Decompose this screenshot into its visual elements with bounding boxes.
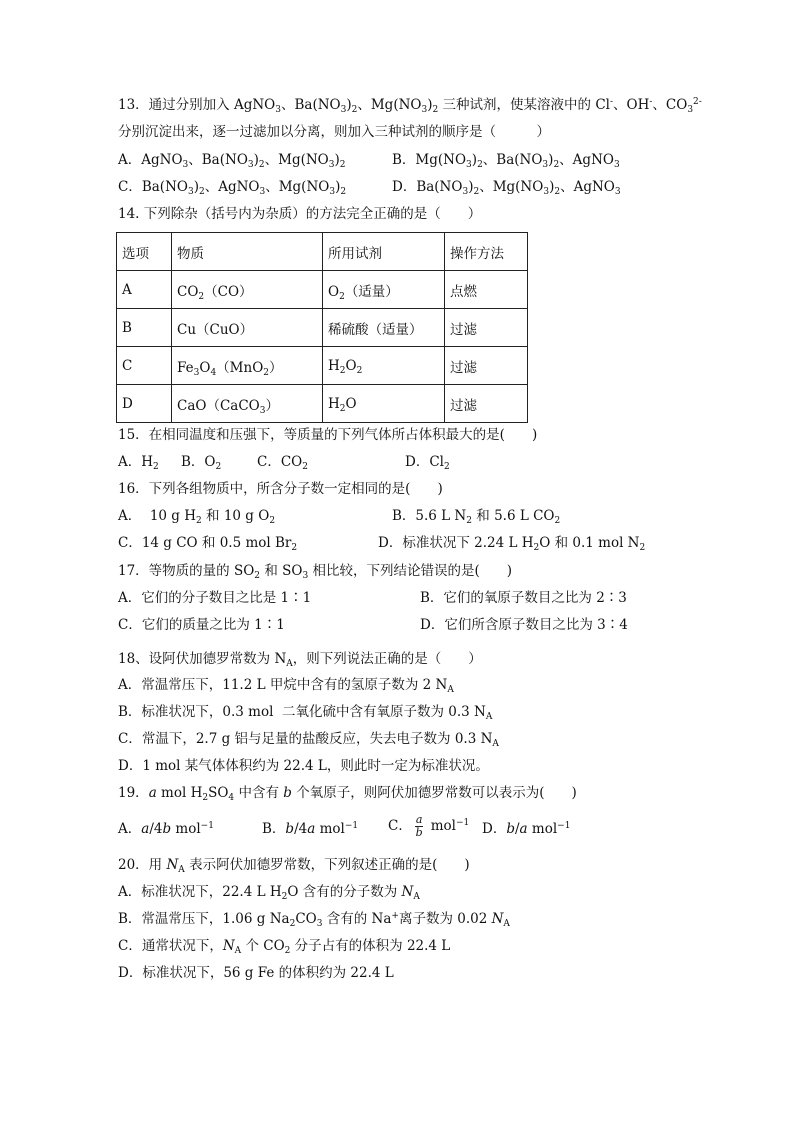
q15-option-a: A．$H_2$ bbox=[118, 454, 159, 472]
table-cell: 过滤 bbox=[445, 309, 528, 347]
table-cell: B bbox=[117, 309, 172, 347]
q18-option-a: A．常温常压下，11.2 L 甲烷中含有的氢原子数为 2 $N_A$ bbox=[118, 677, 454, 695]
q14-stem: 14. 下列除杂（括号内为杂质）的方法完全正确的是（ ） bbox=[118, 206, 482, 222]
q16-option-a: A． 10 g $H_2$ 和 10 g $O_2$ bbox=[118, 508, 276, 526]
q14-table bbox=[116, 232, 528, 423]
q16-option-c: C．14 g CO 和 0.5 mol $Br_2$ bbox=[118, 535, 298, 553]
q16-option-b: B．5.6 L $N_2$ 和 5.6 L $CO_2$ bbox=[392, 508, 561, 526]
table-cell: CaO（CaCO$_3$） bbox=[172, 385, 323, 423]
q15-stem: 15．在相同温度和压强下，等质量的下列气体所占体积最大的是( ) bbox=[118, 427, 538, 443]
q19-option-b: B．b/4a mol$^{-1}$ bbox=[262, 821, 359, 837]
q16-option-d: D．标准状况下 2.24 L $H_2O$ 和 0.1 mol $N_2$ bbox=[378, 535, 646, 553]
table-cell: 点燃 bbox=[445, 271, 528, 309]
table-cell: D bbox=[117, 385, 172, 423]
table-row bbox=[117, 347, 528, 385]
q16-stem: 16．下列各组物质中，所含分子数一定相同的是( ) bbox=[118, 481, 443, 497]
q13-option-d: D．$Ba(NO_3)_2$、$Mg(NO_3)_2$、AgNO$_3$ bbox=[392, 179, 621, 197]
table-cell: $CO_2(CO)$ bbox=[172, 271, 323, 309]
q18-option-b: B．标准状况下，0.3 mol 二氧化硫中含有氧原子数为 0.3 $N_A$ bbox=[118, 704, 493, 722]
table-header-cell: 操作方法 bbox=[445, 233, 528, 271]
fraction: $\frac{a}{b}$ bbox=[415, 813, 423, 839]
table-row bbox=[117, 309, 528, 347]
q20-stem: 20．用 $N_A$ 表示阿伏加德罗常数，下列叙述正确的是( ) bbox=[118, 857, 470, 875]
q18-stem: 18、设阿伏加德罗常数为 $N_A$，则下列说法正确的是（ ） bbox=[118, 651, 482, 669]
q20-option-d: D．标准状况下，56 g Fe 的体积约为 22.4 L bbox=[118, 965, 394, 981]
q20-option-c: C．通常状况下，$N_A$ 个 $CO_2$ 分子占有的体积为 22.4 L bbox=[118, 938, 451, 956]
q19-option-a: A．a/4b mol$^{-1}$ bbox=[118, 821, 214, 837]
q13-stem-line-1: 13．通过分别加入 AgNO$_3$、$Ba(NO_3)_2$、$Mg(NO_3)_2$ 三种试剂，使某溶液中的 Cl-、OH-、$CO_3^{2-}$ bbox=[118, 97, 702, 115]
table-cell: $Fe_3O_4(MnO_2)$ bbox=[172, 347, 323, 385]
q20-option-b: B．常温常压下，1.06 g $Na_2CO_3$ 含有的 Na+离子数为 0.02 $N_A$ bbox=[118, 911, 510, 929]
q18-option-d: D．1 mol 某气体体积约为 22.4 L，则此时一定为标准状况。 bbox=[118, 758, 489, 774]
q19-option-c: C． $\frac{a}{b}$ mol$^{-1}$ bbox=[388, 813, 470, 839]
table-header-cell: 选项 bbox=[117, 233, 172, 271]
q15-option-c: C．$CO_2$ bbox=[257, 454, 308, 472]
table-cell: $H_2O$ bbox=[323, 385, 445, 423]
q13-option-b: B．$Mg(NO_3)_2$、$Ba(NO_3)_2$、AgNO$_3$ bbox=[392, 152, 620, 170]
table-cell: 过滤 bbox=[445, 385, 528, 423]
table-cell: Cu（CuO） bbox=[172, 309, 323, 347]
table-cell: C bbox=[117, 347, 172, 385]
table-row bbox=[117, 385, 528, 423]
q17-option-a: A．它们的分子数目之比是 1∶1 bbox=[118, 590, 312, 606]
q19-stem: 19．a mol $H_2SO_4$ 中含有 b 个氧原子，则阿伏加德罗常数可以表示为( ) bbox=[118, 785, 577, 803]
q18-option-c: C．常温下，2.7 g 铝与足量的盐酸反应，失去电子数为 0.3 $N_A$ bbox=[118, 731, 499, 749]
q13-option-a: A．AgNO$_3$、$Ba(NO_3)_2$、$Mg(NO_3)_2$ bbox=[118, 152, 346, 170]
q13-option-c: C．$Ba(NO_3)_2$、AgNO$_3$、$Mg(NO_3)_2$ bbox=[118, 179, 347, 197]
table-cell: 过滤 bbox=[445, 347, 528, 385]
table-cell: 稀硫酸（适量） bbox=[323, 309, 445, 347]
q17-option-c: C．它们的质量之比为 1∶1 bbox=[118, 617, 285, 633]
table-cell: $H_2O_2$ bbox=[323, 347, 445, 385]
table-header-cell: 物质 bbox=[172, 233, 323, 271]
q17-option-b: B．它们的氧原子数目之比为 2∶3 bbox=[420, 590, 627, 606]
q17-option-d: D．它们所含原子数目之比为 3∶4 bbox=[420, 617, 628, 633]
q17-stem: 17．等物质的量的 $SO_2$ 和 $SO_3$ 相比较，下列结论错误的是( ) bbox=[118, 563, 512, 581]
q19-option-d: D．b/a mol$^{-1}$ bbox=[482, 821, 571, 837]
table-header-row bbox=[117, 233, 528, 271]
q20-option-a: A．标准状况下，22.4 L $H_2O$ 含有的分子数为 $N_A$ bbox=[118, 884, 420, 902]
table-cell: $O_2$（适量） bbox=[323, 271, 445, 309]
table-cell: A bbox=[117, 271, 172, 309]
q15-option-d: D．$Cl_2$ bbox=[405, 454, 450, 472]
q13-stem-line-2: 分别沉淀出来，逐一过滤加以分离，则加入三种试剂的顺序是（ ） bbox=[118, 124, 550, 140]
table-row bbox=[117, 271, 528, 309]
table-header-cell: 所用试剂 bbox=[323, 233, 445, 271]
q15-option-b: B．$O_2$ bbox=[181, 454, 222, 472]
